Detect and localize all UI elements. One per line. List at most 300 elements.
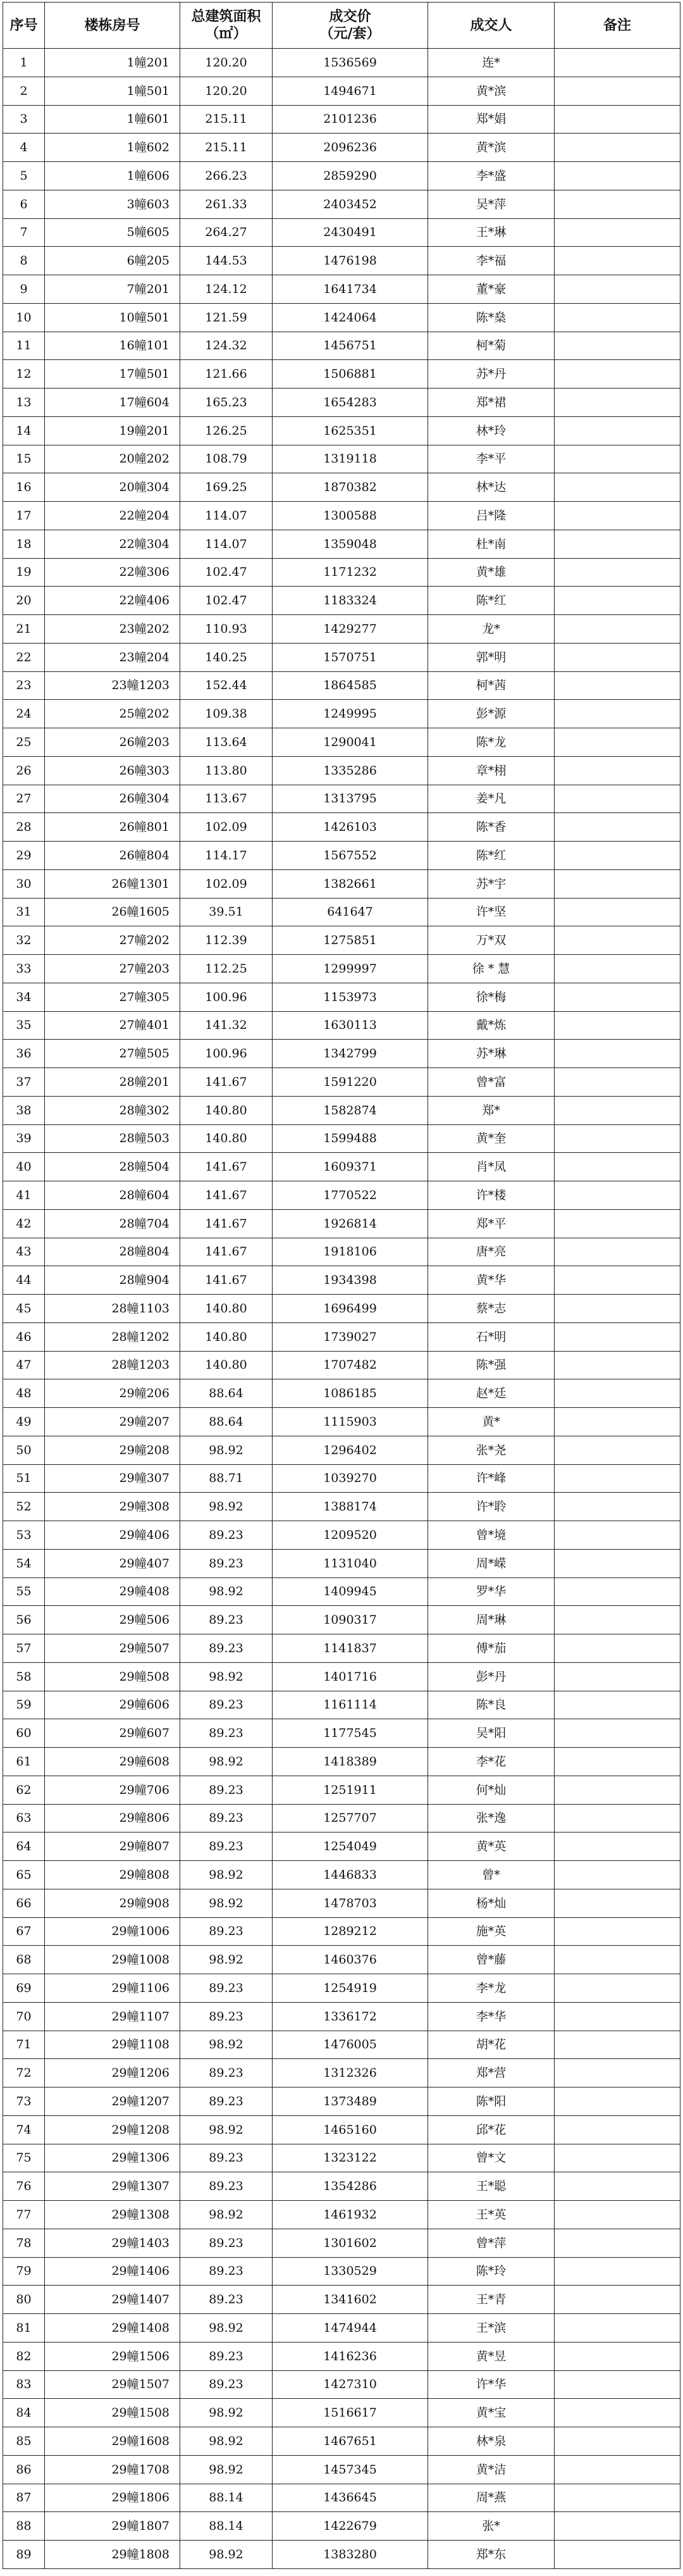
cell-buyer: 陈*红 <box>428 842 555 870</box>
table-row <box>3 2002 680 2031</box>
table-row <box>3 1577 680 1606</box>
cell-price: 1476005 <box>273 2031 428 2059</box>
cell-buyer: 陈*良 <box>428 1691 555 1719</box>
table-row <box>3 2059 680 2088</box>
cell-note <box>555 2399 680 2427</box>
table-row <box>3 49 680 77</box>
cell-area: 114.07 <box>180 530 273 558</box>
cell-area: 121.59 <box>180 303 273 332</box>
cell-seq: 83 <box>3 2370 45 2399</box>
cell-price: 1654283 <box>273 389 428 417</box>
cell-seq: 12 <box>3 360 45 389</box>
cell-price: 1641734 <box>273 275 428 304</box>
table-row <box>3 1181 680 1210</box>
cell-seq: 55 <box>3 1577 45 1606</box>
table-body <box>3 49 680 2569</box>
cell-price: 1336172 <box>273 2002 428 2031</box>
cell-note <box>555 360 680 389</box>
cell-unit: 3幢603 <box>45 190 180 218</box>
table-row <box>3 1946 680 1974</box>
table-row <box>3 1464 680 1493</box>
cell-note <box>555 530 680 558</box>
table-row <box>3 2031 680 2059</box>
cell-area: 124.12 <box>180 275 273 304</box>
cell-buyer: 杜*南 <box>428 530 555 558</box>
cell-unit: 19幢201 <box>45 416 180 445</box>
cell-seq: 27 <box>3 785 45 813</box>
cell-unit: 29幢1106 <box>45 1974 180 2003</box>
cell-unit: 26幢1605 <box>45 898 180 926</box>
cell-area: 113.80 <box>180 756 273 785</box>
cell-seq: 63 <box>3 1804 45 1832</box>
cell-area: 100.96 <box>180 1040 273 1068</box>
table-row <box>3 2484 680 2512</box>
cell-note <box>555 162 680 190</box>
cell-area: 169.25 <box>180 473 273 502</box>
cell-buyer: 王*滨 <box>428 2314 555 2343</box>
table-row <box>3 134 680 162</box>
cell-unit: 28幢1202 <box>45 1322 180 1351</box>
cell-area: 110.93 <box>180 615 273 644</box>
cell-note <box>555 1662 680 1691</box>
cell-price: 1570751 <box>273 643 428 671</box>
cell-price: 1342799 <box>273 1040 428 1068</box>
cell-buyer: 林*玲 <box>428 416 555 445</box>
cell-price: 1335286 <box>273 756 428 785</box>
cell-seq: 58 <box>3 1662 45 1691</box>
table-row <box>3 756 680 785</box>
cell-unit: 29幢1708 <box>45 2455 180 2484</box>
cell-unit: 29幢1208 <box>45 2115 180 2144</box>
cell-buyer: 郑*平 <box>428 1209 555 1238</box>
table-header-row <box>3 3 680 49</box>
cell-note <box>555 2427 680 2456</box>
table-row <box>3 1295 680 1323</box>
cell-area: 114.07 <box>180 502 273 530</box>
table-row <box>3 615 680 644</box>
cell-price: 641647 <box>273 898 428 926</box>
cell-price: 1478703 <box>273 1889 428 1917</box>
cell-unit: 29幢1207 <box>45 2088 180 2116</box>
table-row <box>3 303 680 332</box>
cell-unit: 29幢1406 <box>45 2257 180 2286</box>
cell-seq: 11 <box>3 332 45 360</box>
cell-buyer: 曾*境 <box>428 1521 555 1550</box>
cell-seq: 15 <box>3 445 45 473</box>
cell-buyer: 黄*滨 <box>428 77 555 105</box>
cell-unit: 23幢1203 <box>45 671 180 700</box>
cell-area: 113.67 <box>180 785 273 813</box>
cell-price: 1153973 <box>273 983 428 1011</box>
cell-seq: 46 <box>3 1322 45 1351</box>
cell-price: 2101236 <box>273 105 428 134</box>
table-row <box>3 275 680 304</box>
table-row <box>3 2286 680 2314</box>
cell-area: 98.92 <box>180 2427 273 2456</box>
cell-seq: 59 <box>3 1691 45 1719</box>
cell-buyer: 赵*廷 <box>428 1379 555 1408</box>
table-row <box>3 700 680 728</box>
cell-note <box>555 1974 680 2003</box>
cell-buyer: 李*平 <box>428 445 555 473</box>
cell-buyer: 胡*花 <box>428 2031 555 2059</box>
table-row <box>3 1209 680 1238</box>
cell-area: 120.20 <box>180 49 273 77</box>
cell-price: 1183324 <box>273 587 428 615</box>
cell-unit: 29幢1403 <box>45 2229 180 2257</box>
cell-note <box>555 303 680 332</box>
header-unit: 楼栋房号 <box>45 3 180 49</box>
cell-buyer: 郑*营 <box>428 2059 555 2088</box>
cell-unit: 22幢304 <box>45 530 180 558</box>
cell-area: 141.67 <box>180 1181 273 1210</box>
cell-area: 89.23 <box>180 1832 273 1861</box>
cell-note <box>555 1917 680 1946</box>
cell-note <box>555 1379 680 1408</box>
cell-seq: 51 <box>3 1464 45 1493</box>
table-row <box>3 2115 680 2144</box>
cell-area: 98.92 <box>180 2399 273 2427</box>
cell-area: 114.17 <box>180 842 273 870</box>
cell-area: 89.23 <box>180 1549 273 1577</box>
table-row <box>3 1436 680 1464</box>
cell-seq: 20 <box>3 587 45 615</box>
cell-area: 89.23 <box>180 2172 273 2201</box>
cell-unit: 26幢303 <box>45 756 180 785</box>
cell-area: 89.23 <box>180 1634 273 1663</box>
cell-buyer: 邱*花 <box>428 2115 555 2144</box>
cell-note <box>555 643 680 671</box>
cell-note <box>555 1124 680 1153</box>
cell-unit: 29幢207 <box>45 1408 180 1436</box>
cell-note <box>555 842 680 870</box>
table-row <box>3 1549 680 1577</box>
cell-area: 89.23 <box>180 1606 273 1634</box>
cell-price: 1373489 <box>273 2088 428 2116</box>
cell-unit: 28幢1203 <box>45 1351 180 1379</box>
cell-note <box>555 2541 680 2569</box>
cell-price: 1926814 <box>273 1209 428 1238</box>
cell-note <box>555 898 680 926</box>
cell-area: 89.23 <box>180 2088 273 2116</box>
cell-buyer: 吴*萍 <box>428 190 555 218</box>
cell-buyer: 章*栩 <box>428 756 555 785</box>
cell-area: 261.33 <box>180 190 273 218</box>
cell-seq: 78 <box>3 2229 45 2257</box>
cell-seq: 17 <box>3 502 45 530</box>
cell-buyer: 苏*琳 <box>428 1040 555 1068</box>
cell-price: 1323122 <box>273 2144 428 2172</box>
cell-unit: 28幢604 <box>45 1181 180 1210</box>
cell-unit: 29幢1108 <box>45 2031 180 2059</box>
cell-area: 98.92 <box>180 1436 273 1464</box>
header-note: 备注 <box>555 3 680 49</box>
cell-seq: 29 <box>3 842 45 870</box>
cell-note <box>555 2201 680 2229</box>
cell-area: 89.23 <box>180 2059 273 2088</box>
cell-unit: 29幢1408 <box>45 2314 180 2343</box>
cell-seq: 70 <box>3 2002 45 2031</box>
cell-area: 112.25 <box>180 955 273 983</box>
cell-unit: 28幢504 <box>45 1153 180 1181</box>
cell-area: 152.44 <box>180 671 273 700</box>
cell-note <box>555 1011 680 1040</box>
cell-unit: 17幢501 <box>45 360 180 389</box>
cell-unit: 27幢203 <box>45 955 180 983</box>
cell-unit: 29幢1206 <box>45 2059 180 2088</box>
table-row <box>3 1521 680 1550</box>
cell-area: 126.25 <box>180 416 273 445</box>
cell-price: 2859290 <box>273 162 428 190</box>
cell-unit: 29幢1506 <box>45 2342 180 2370</box>
cell-seq: 86 <box>3 2455 45 2484</box>
table-row <box>3 1011 680 1040</box>
cell-price: 1171232 <box>273 558 428 587</box>
cell-area: 140.80 <box>180 1322 273 1351</box>
cell-price: 1115903 <box>273 1408 428 1436</box>
cell-area: 266.23 <box>180 162 273 190</box>
table-row <box>3 1351 680 1379</box>
cell-price: 1476198 <box>273 247 428 275</box>
table-row <box>3 2512 680 2541</box>
cell-price: 1257707 <box>273 1804 428 1832</box>
cell-area: 89.23 <box>180 2342 273 2370</box>
table-row <box>3 1408 680 1436</box>
cell-price: 1426103 <box>273 813 428 842</box>
table-row <box>3 1861 680 1889</box>
cell-unit: 29幢1006 <box>45 1917 180 1946</box>
cell-seq: 66 <box>3 1889 45 1917</box>
cell-buyer: 杨*灿 <box>428 1889 555 1917</box>
table-row <box>3 105 680 134</box>
cell-area: 141.67 <box>180 1209 273 1238</box>
cell-unit: 29幢706 <box>45 1776 180 1804</box>
cell-buyer: 李*福 <box>428 247 555 275</box>
cell-area: 124.32 <box>180 332 273 360</box>
cell-unit: 28幢704 <box>45 1209 180 1238</box>
table-row <box>3 869 680 898</box>
cell-note <box>555 728 680 757</box>
cell-area: 89.23 <box>180 2257 273 2286</box>
cell-buyer: 曾*文 <box>428 2144 555 2172</box>
cell-note <box>555 2144 680 2172</box>
cell-buyer: 戴*炼 <box>428 1011 555 1040</box>
cell-price: 1516617 <box>273 2399 428 2427</box>
cell-buyer: 吕*隆 <box>428 502 555 530</box>
cell-area: 108.79 <box>180 445 273 473</box>
cell-buyer: 黄*滨 <box>428 134 555 162</box>
cell-note <box>555 1776 680 1804</box>
cell-note <box>555 1549 680 1577</box>
cell-unit: 28幢201 <box>45 1068 180 1097</box>
cell-buyer: 李*华 <box>428 2002 555 2031</box>
cell-price: 1536569 <box>273 49 428 77</box>
cell-note <box>555 2031 680 2059</box>
cell-note <box>555 2286 680 2314</box>
cell-buyer: 苏*宇 <box>428 869 555 898</box>
cell-area: 88.64 <box>180 1408 273 1436</box>
cell-price: 1161114 <box>273 1691 428 1719</box>
cell-unit: 1幢602 <box>45 134 180 162</box>
cell-buyer: 彭*丹 <box>428 1662 555 1691</box>
cell-seq: 30 <box>3 869 45 898</box>
cell-price: 1300588 <box>273 502 428 530</box>
cell-price: 1696499 <box>273 1295 428 1323</box>
cell-unit: 17幢604 <box>45 389 180 417</box>
cell-note <box>555 1606 680 1634</box>
cell-seq: 49 <box>3 1408 45 1436</box>
cell-area: 141.32 <box>180 1011 273 1040</box>
cell-seq: 5 <box>3 162 45 190</box>
cell-note <box>555 2257 680 2286</box>
cell-price: 1249995 <box>273 700 428 728</box>
cell-seq: 13 <box>3 389 45 417</box>
table-row <box>3 1719 680 1748</box>
cell-seq: 19 <box>3 558 45 587</box>
cell-price: 1131040 <box>273 1549 428 1577</box>
cell-note <box>555 756 680 785</box>
cell-seq: 88 <box>3 2512 45 2541</box>
cell-unit: 20幢304 <box>45 473 180 502</box>
cell-seq: 73 <box>3 2088 45 2116</box>
table-row <box>3 1634 680 1663</box>
cell-price: 1251911 <box>273 1776 428 1804</box>
cell-note <box>555 1464 680 1493</box>
cell-area: 98.92 <box>180 1861 273 1889</box>
cell-note <box>555 445 680 473</box>
cell-price: 1446833 <box>273 1861 428 1889</box>
cell-seq: 14 <box>3 416 45 445</box>
cell-price: 1039270 <box>273 1464 428 1493</box>
cell-buyer: 周*琳 <box>428 1606 555 1634</box>
cell-unit: 27幢401 <box>45 1011 180 1040</box>
cell-note <box>555 2115 680 2144</box>
cell-note <box>555 275 680 304</box>
cell-unit: 29幢506 <box>45 1606 180 1634</box>
cell-note <box>555 2088 680 2116</box>
cell-buyer: 陈*红 <box>428 587 555 615</box>
cell-unit: 28幢904 <box>45 1266 180 1295</box>
cell-area: 89.23 <box>180 2286 273 2314</box>
header-area-line1: 总建筑面积 <box>191 8 261 25</box>
cell-note <box>555 49 680 77</box>
cell-unit: 29幢608 <box>45 1748 180 1776</box>
header-seq: 序号 <box>3 3 45 49</box>
table-row <box>3 2455 680 2484</box>
cell-note <box>555 2172 680 2201</box>
cell-note <box>555 1493 680 1521</box>
cell-note <box>555 2455 680 2484</box>
cell-price: 1461932 <box>273 2201 428 2229</box>
cell-note <box>555 813 680 842</box>
cell-seq: 85 <box>3 2427 45 2456</box>
cell-area: 98.92 <box>180 2541 273 2569</box>
cell-note <box>555 332 680 360</box>
cell-seq: 8 <box>3 247 45 275</box>
cell-buyer: 许*峰 <box>428 1464 555 1493</box>
cell-price: 1870382 <box>273 473 428 502</box>
cell-area: 215.11 <box>180 105 273 134</box>
cell-unit: 27幢305 <box>45 983 180 1011</box>
cell-area: 141.67 <box>180 1068 273 1097</box>
cell-unit: 28幢804 <box>45 1238 180 1266</box>
table-row <box>3 162 680 190</box>
cell-price: 1436645 <box>273 2484 428 2512</box>
cell-note <box>555 700 680 728</box>
header-area-line2: （㎡） <box>205 25 247 42</box>
cell-note <box>555 2484 680 2512</box>
cell-unit: 29幢1308 <box>45 2201 180 2229</box>
cell-note <box>555 2002 680 2031</box>
cell-unit: 26幢1301 <box>45 869 180 898</box>
cell-price: 1418389 <box>273 1748 428 1776</box>
cell-area: 88.14 <box>180 2512 273 2541</box>
table-row <box>3 1266 680 1295</box>
cell-unit: 29幢406 <box>45 1521 180 1550</box>
cell-seq: 41 <box>3 1181 45 1210</box>
cell-seq: 42 <box>3 1209 45 1238</box>
cell-price: 1625351 <box>273 416 428 445</box>
cell-unit: 29幢806 <box>45 1804 180 1832</box>
cell-price: 1289212 <box>273 1917 428 1946</box>
cell-seq: 89 <box>3 2541 45 2569</box>
cell-price: 1770522 <box>273 1181 428 1210</box>
cell-buyer: 郑*娟 <box>428 105 555 134</box>
cell-buyer: 曾*萍 <box>428 2229 555 2257</box>
cell-note <box>555 1266 680 1295</box>
cell-note <box>555 1295 680 1323</box>
cell-area: 89.23 <box>180 1917 273 1946</box>
cell-seq: 7 <box>3 218 45 247</box>
cell-buyer: 李*龙 <box>428 1974 555 2003</box>
cell-seq: 4 <box>3 134 45 162</box>
cell-price: 1422679 <box>273 2512 428 2541</box>
cell-note <box>555 2229 680 2257</box>
cell-note <box>555 785 680 813</box>
cell-area: 113.64 <box>180 728 273 757</box>
cell-area: 88.71 <box>180 1464 273 1493</box>
table-row <box>3 813 680 842</box>
cell-price: 1275851 <box>273 926 428 955</box>
cell-unit: 29幢208 <box>45 1436 180 1464</box>
cell-buyer: 罗*华 <box>428 1577 555 1606</box>
cell-unit: 29幢607 <box>45 1719 180 1748</box>
cell-note <box>555 1153 680 1181</box>
cell-price: 1388174 <box>273 1493 428 1521</box>
header-price-line1: 成交价 <box>329 8 371 25</box>
cell-note <box>555 1748 680 1776</box>
cell-area: 98.92 <box>180 1748 273 1776</box>
cell-note <box>555 416 680 445</box>
cell-area: 141.67 <box>180 1153 273 1181</box>
cell-seq: 79 <box>3 2257 45 2286</box>
cell-unit: 1幢606 <box>45 162 180 190</box>
cell-unit: 29幢206 <box>45 1379 180 1408</box>
cell-area: 88.64 <box>180 1379 273 1408</box>
cell-buyer: 黄*奎 <box>428 1124 555 1153</box>
cell-buyer: 姜*凡 <box>428 785 555 813</box>
cell-note <box>555 1719 680 1748</box>
cell-buyer: 施*英 <box>428 1917 555 1946</box>
cell-note <box>555 1068 680 1097</box>
cell-buyer: 曾*藤 <box>428 1946 555 1974</box>
cell-buyer: 张* <box>428 2512 555 2541</box>
cell-area: 89.23 <box>180 1804 273 1832</box>
cell-note <box>555 1322 680 1351</box>
cell-seq: 44 <box>3 1266 45 1295</box>
table-row <box>3 416 680 445</box>
cell-note <box>555 2512 680 2541</box>
